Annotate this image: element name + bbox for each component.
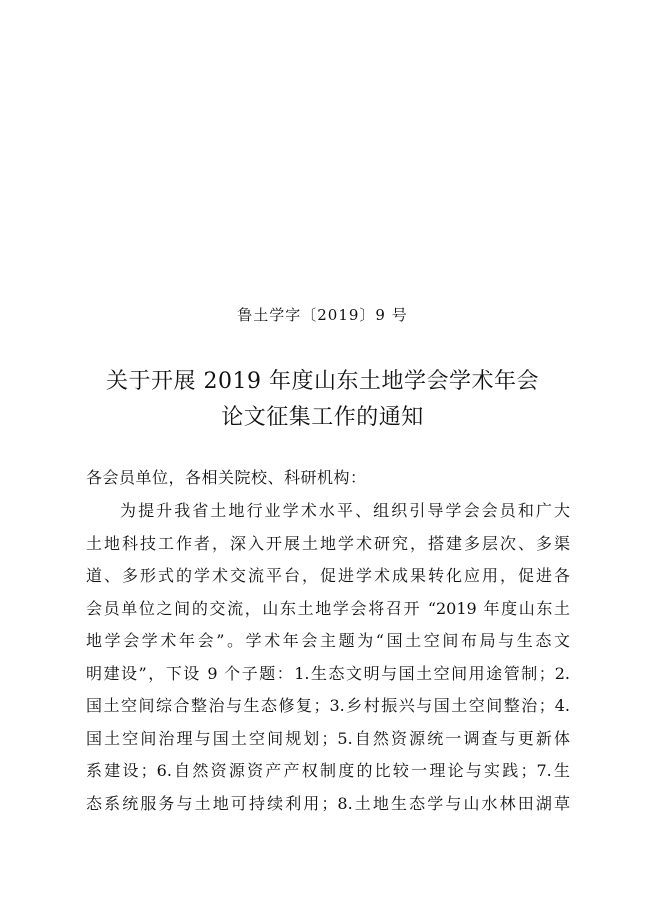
body-line-2: 土地科技工作者，深入开展土地学术研究，搭建多层次、多渠: [86, 533, 570, 553]
body-line-3: 道、多形式的学术交流平台，促进学术成果转化应用，促进各: [86, 566, 570, 585]
body-line-1: 为提升我省土地行业学术水平、组织引导学会会员和广大: [120, 501, 570, 520]
title-line-2: 论文征集工作的通知: [221, 405, 424, 430]
body-line-10: 态系统服务与土地可持续利用；8.土地生态学与山水林田湖草: [86, 793, 570, 813]
salutation: 各会员单位，各相关院校、科研机构：: [86, 468, 367, 487]
body-line-9: 系建设；6.自然资源资产产权制度的比较一理论与实践；7.生: [86, 761, 570, 780]
body-line-6: 明建设”，下设 9 个子题：1.生态文明与国土空间用途管制；2.: [86, 663, 570, 683]
body-line-5: 地学会学术年会”。学术年会主题为“国土空间布局与生态文: [86, 631, 570, 650]
body-line-4: 会员单位之间的交流，山东土地学会将召开 “2019 年度山东土: [86, 598, 570, 618]
body-paragraph: [86, 495, 570, 820]
document-title: [0, 364, 645, 436]
body-line-8: 国土空间治理与国土空间规划；5.自然资源统一调查与更新体: [86, 728, 570, 748]
document-number: 鲁土学字〔2019〕9 号: [237, 306, 408, 324]
title-line-1: 关于开展 2019 年度山东土地学会学术年会: [106, 369, 539, 394]
body-line-7: 国土空间综合整治与生态修复；3.乡村振兴与国土空间整治；4.: [86, 696, 570, 715]
